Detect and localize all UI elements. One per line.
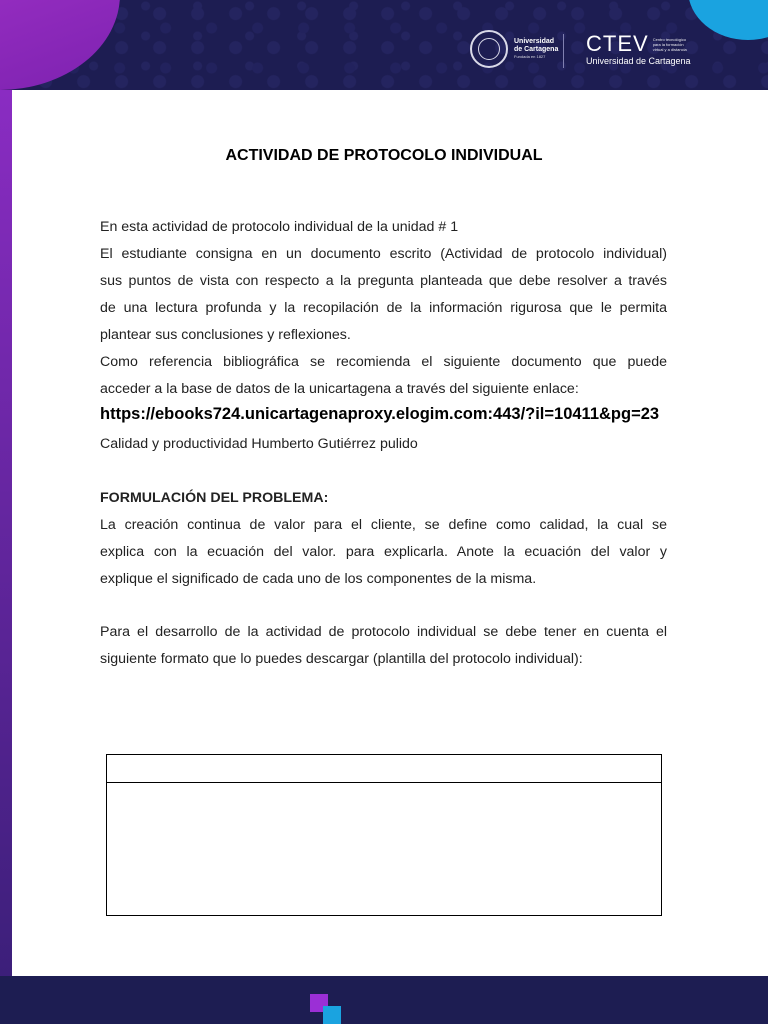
ctev-logo bbox=[586, 31, 693, 66]
udc-name-line1: Universidad bbox=[514, 38, 555, 45]
problem-line: La creación continua de valor para el cliente, se define como calidad, la cual se bbox=[100, 517, 667, 533]
intro-paragraph bbox=[100, 214, 667, 403]
footer-band bbox=[0, 976, 768, 1024]
left-accent-strip bbox=[0, 90, 12, 976]
para2-line: Como referencia bibliográfica se recomienda el siguiente documento que puede bbox=[100, 354, 667, 370]
problem-heading: FORMULACIÓN DEL PROBLEMA: bbox=[100, 490, 329, 506]
ctev-university: Universidad de Cartagena bbox=[586, 56, 691, 66]
ctev-tagline: Centro tecnológico para la formación virtual y a distancia bbox=[652, 37, 687, 52]
cyan-square-decoration bbox=[323, 1006, 341, 1024]
book-ref-line: Calidad y productividad Humberto Gutiérrez pulido bbox=[100, 436, 418, 452]
para1-line: de una lectura profunda y la recopilación de la información rigurosa que le permita bbox=[100, 300, 667, 316]
intro-line: En esta actividad de protocolo individual de la unidad # 1 bbox=[100, 219, 459, 235]
ctev-wordmark: CTEV bbox=[586, 31, 649, 56]
table-header-row bbox=[107, 755, 661, 783]
seal-icon bbox=[470, 30, 508, 68]
para2-line: acceder a la base de datos de la unicartagena a través del siguiente enlace: bbox=[100, 381, 579, 397]
logo-divider bbox=[563, 34, 564, 68]
problem-line: explique el significado de cada uno de los componentes de la misma. bbox=[100, 571, 537, 587]
udc-logo bbox=[470, 30, 558, 68]
para1-line: El estudiante consigna en un documento escrito (Actividad de protocolo individual) bbox=[100, 246, 667, 262]
reference-link[interactable]: https://ebooks724.unicartagenaproxy.elogim.com:443/?il=10411&pg=23 bbox=[100, 405, 660, 423]
book-reference bbox=[100, 431, 667, 458]
para1-line: plantear sus conclusiones y reflexiones. bbox=[100, 327, 351, 343]
format-line: siguiente formato que lo puedes descargar (plantilla del protocolo individual): bbox=[100, 651, 583, 667]
udc-founded: Fundada en 1827 bbox=[514, 54, 546, 59]
document-title: ACTIVIDAD DE PROTOCOLO INDIVIDUAL bbox=[225, 147, 543, 164]
problem-section bbox=[100, 485, 667, 593]
header-band bbox=[0, 0, 768, 90]
format-line: Para el desarrollo de la actividad de protocolo individual se debe tener en cuenta el bbox=[100, 624, 667, 640]
protocol-template-table bbox=[106, 754, 662, 916]
format-paragraph bbox=[100, 619, 667, 673]
problem-line: explica con la ecuación del valor. para explicarla. Anote la ecuación del valor y bbox=[100, 544, 667, 560]
udc-name-line2: de Cartagena bbox=[514, 46, 559, 53]
para1-line: sus puntos de vista con respecto a la pregunta planteada que debe resolver a través bbox=[100, 273, 667, 289]
